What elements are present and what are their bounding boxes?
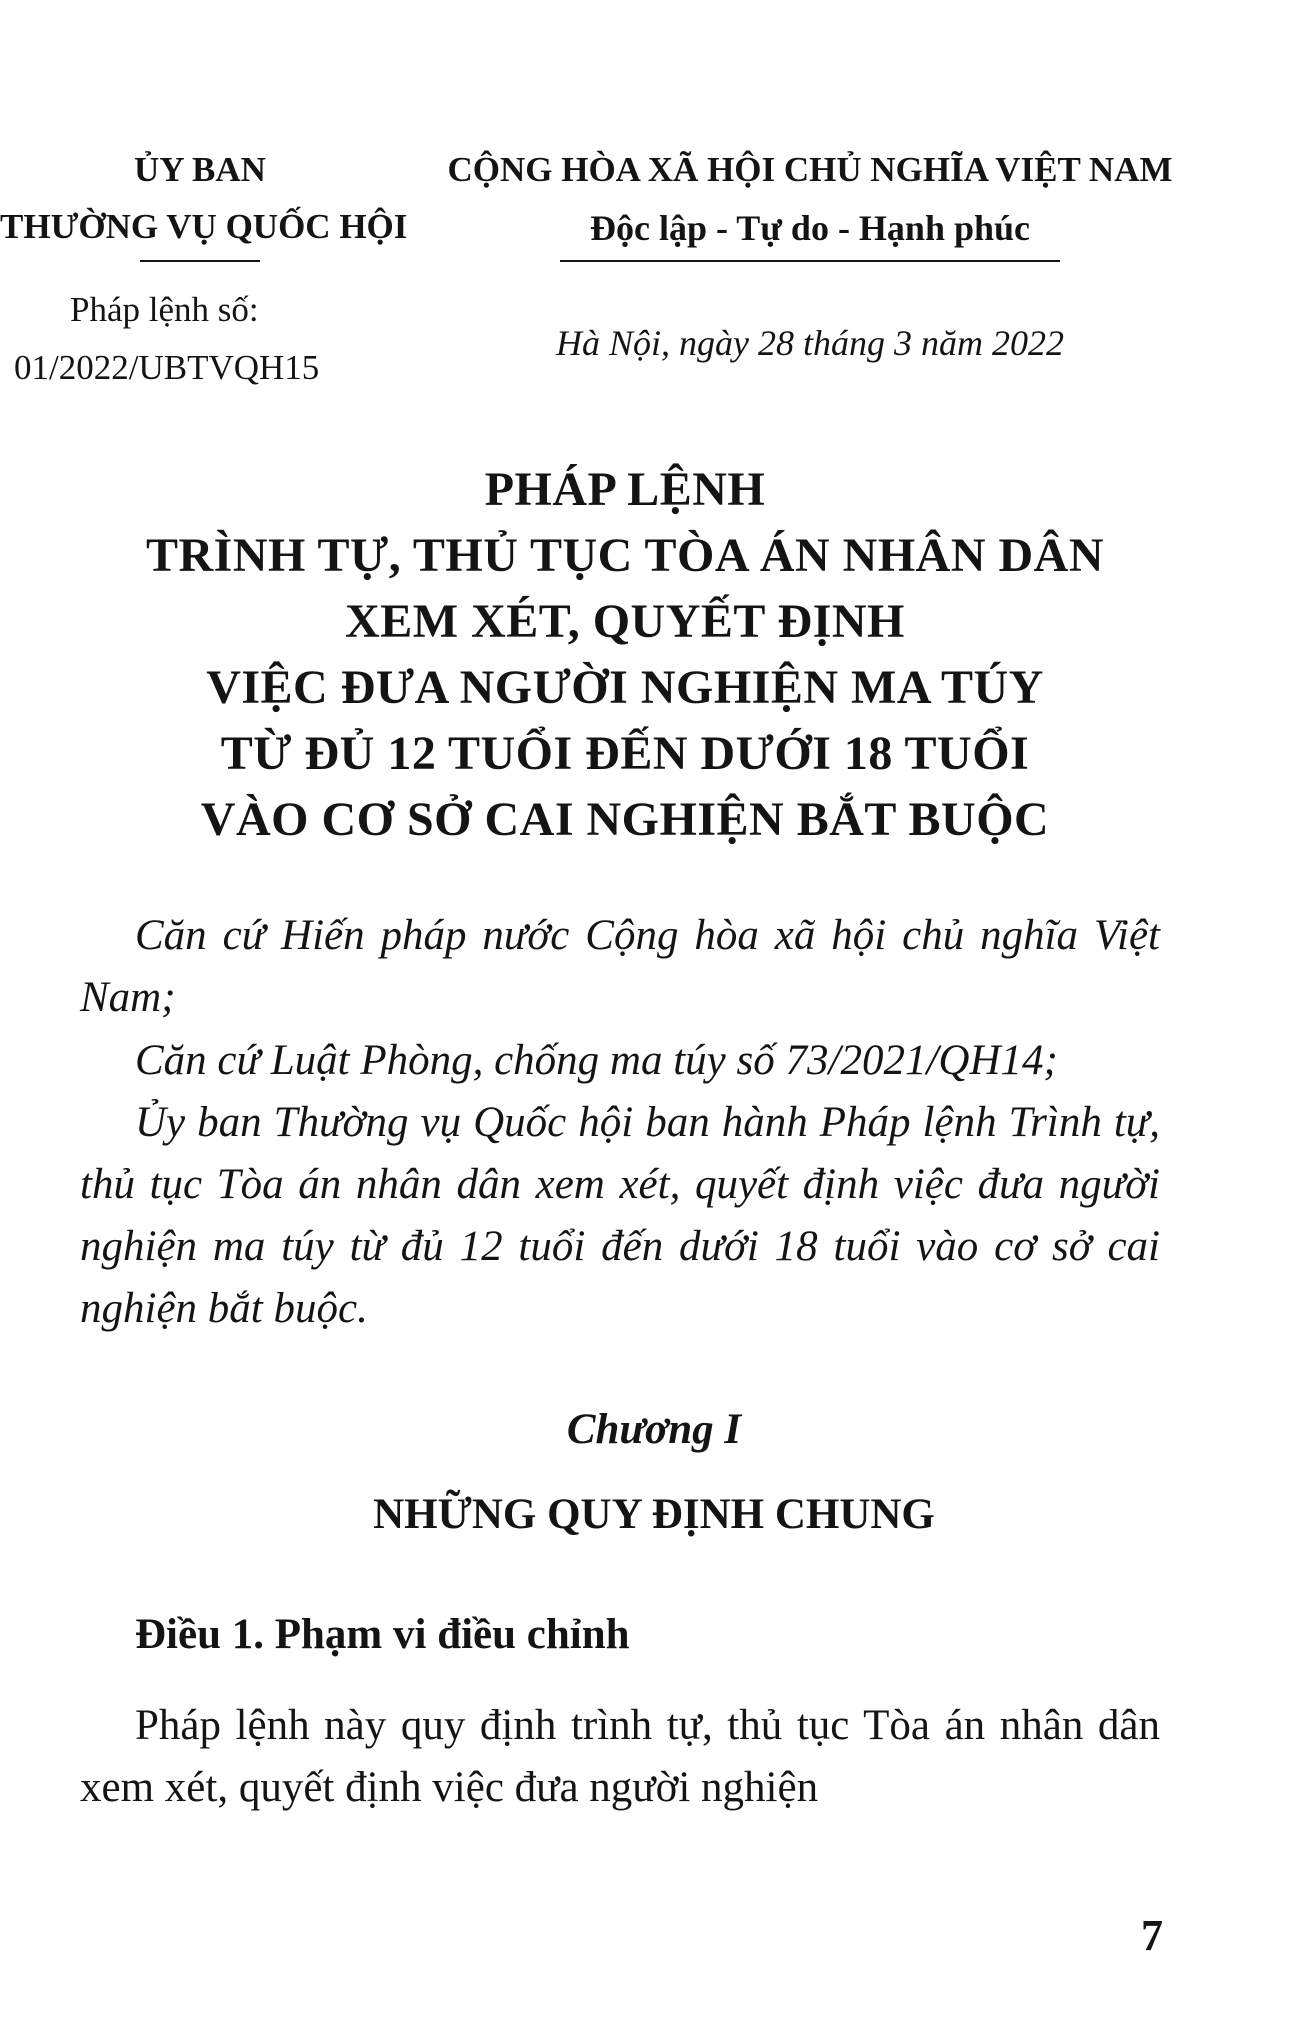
preamble-enactment: Ủy ban Thường vụ Quốc hội ban hành Pháp lệnh Trình tự, thủ tục Tòa án nhân dân xem xét, quyết định việc đưa người nghiện ma túy từ đủ 12 tuổi đến dưới 18 tuổi vào cơ sở cai nghiện bắt buộc. bbox=[80, 1099, 1160, 1332]
title-line-5: TỪ ĐỦ 12 TUỔI ĐẾN DƯỚI 18 TUỔI bbox=[220, 727, 1030, 780]
chapter-title: NHỮNG QUY ĐỊNH CHUNG bbox=[373, 1491, 935, 1538]
article-1-text: Pháp lệnh này quy định trình tự, thủ tục Tòa án nhân dân xem xét, quyết định việc đưa người nghiện bbox=[80, 1702, 1160, 1811]
chapter-number: Chương I bbox=[566, 1406, 742, 1453]
preamble-basis-1: Căn cứ Hiến pháp nước Cộng hòa xã hội chủ nghĩa Việt Nam; bbox=[80, 912, 1160, 1021]
title-line-3: XEM XÉT, QUYẾT ĐỊNH bbox=[345, 595, 905, 648]
title-line-4: VIỆC ĐƯA NGƯỜI NGHIỆN MA TÚY bbox=[206, 661, 1044, 714]
doc-number-label: Pháp lệnh số: bbox=[70, 290, 259, 329]
agency-line-1: ỦY BAN bbox=[134, 150, 266, 189]
page-number: 7 bbox=[1141, 1911, 1163, 1960]
motto: Độc lập - Tự do - Hạnh phúc bbox=[589, 208, 1031, 248]
place-date: Hà Nội, ngày 28 tháng 3 năm 2022 bbox=[556, 323, 1064, 363]
title-line-6: VÀO CƠ SỞ CAI NGHIỆN BẮT BUỘC bbox=[200, 793, 1050, 846]
motto-underline bbox=[560, 260, 1060, 262]
agency-underline bbox=[140, 260, 260, 262]
preamble-basis-2: Căn cứ Luật Phòng, chống ma túy số 73/2021/QH14; bbox=[135, 1037, 1058, 1084]
article-1-heading: Điều 1. Phạm vi điều chỉnh bbox=[135, 1611, 630, 1658]
title-line-2: TRÌNH TỰ, THỦ TỤC TÒA ÁN NHÂN DÂN bbox=[146, 529, 1104, 582]
agency-line-2: THƯỜNG VỤ QUỐC HỘI bbox=[0, 207, 408, 246]
country-name: CỘNG HÒA XÃ HỘI CHỦ NGHĨA VIỆT NAM bbox=[447, 150, 1173, 189]
title-line-1: PHÁP LỆNH bbox=[484, 463, 766, 516]
doc-number: 01/2022/UBTVQH15 bbox=[14, 348, 320, 387]
